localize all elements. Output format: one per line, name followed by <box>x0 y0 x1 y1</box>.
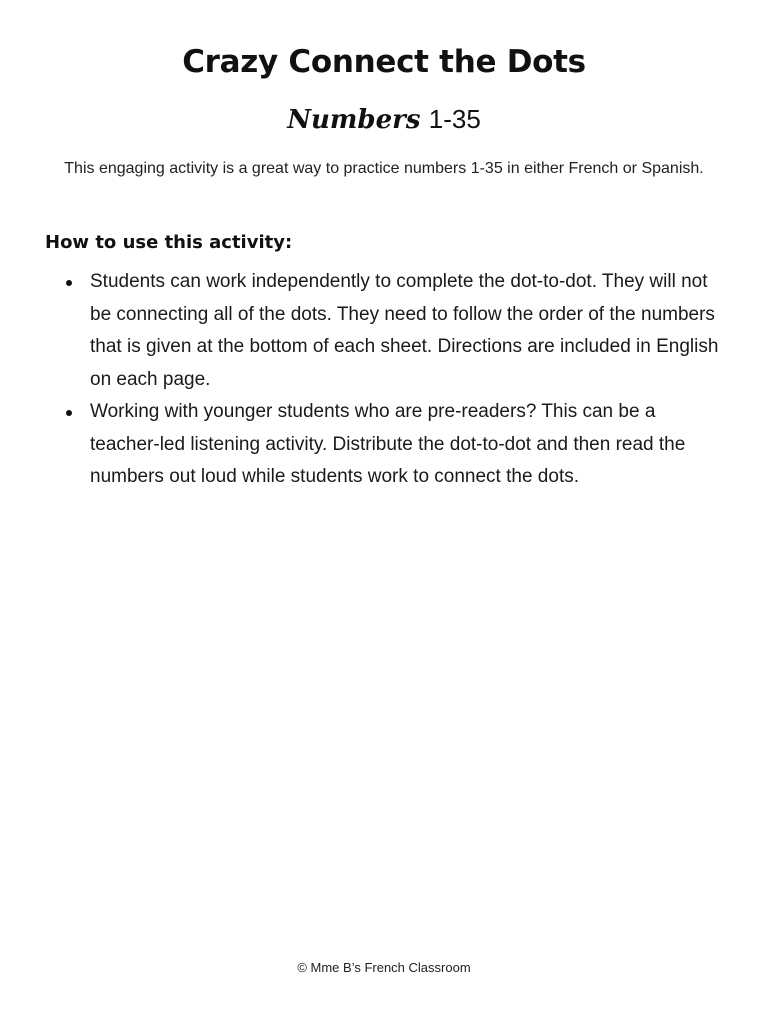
page-title: Crazy Connect the Dots <box>182 44 586 80</box>
copyright-footer: © Mme B’s French Classroom <box>297 960 471 975</box>
bullet-dot-icon <box>66 410 72 416</box>
bullet-dot-icon <box>66 280 72 286</box>
section-heading: How to use this activity: <box>45 232 293 253</box>
list-item-text: Students can work independently to complete the dot-to-dot. They will not be connecting all of the dots. They need to follow the order of the numbers that is given at the bottom of each sheet. Directions are included in English on each page. <box>90 271 719 390</box>
list-item <box>60 396 728 494</box>
intro-text: This engaging activity is a great way to practice numbers 1-35 in either French or Spanish. <box>64 160 704 177</box>
list-item <box>60 266 728 396</box>
instruction-list <box>60 266 728 494</box>
list-item-text: Working with younger students who are pre-readers? This can be a teacher-led listening activity. Distribute the dot-to-dot and then read the numbers out loud while students work to connect the dots. <box>90 401 686 487</box>
subtitle-script: Numbers <box>287 105 421 135</box>
page-subtitle <box>0 104 768 135</box>
subtitle-range: 1-35 <box>428 104 481 134</box>
